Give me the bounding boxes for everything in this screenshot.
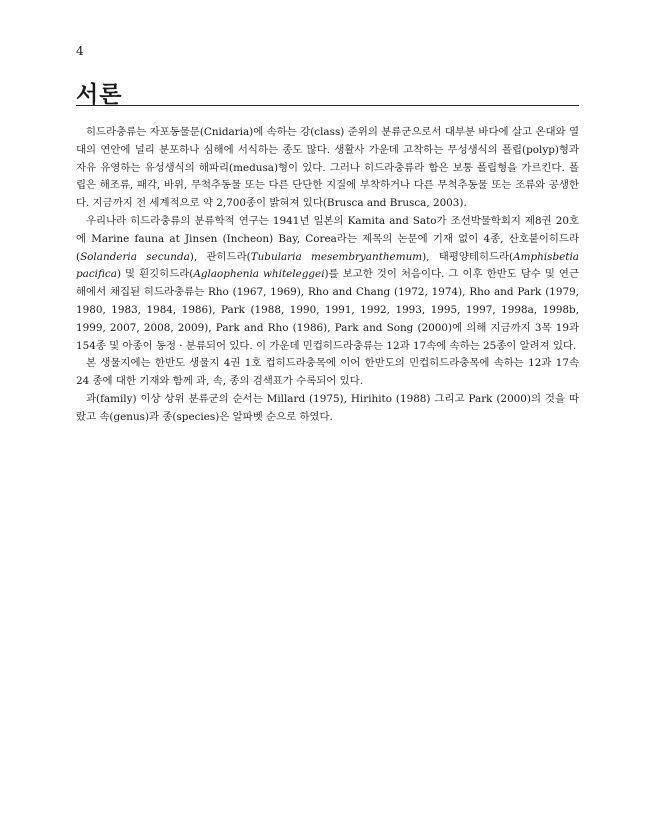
- species-name-aglaophenia: Aglaophenia whiteleggei: [193, 268, 325, 281]
- paragraph-3-text: 본 생물지에는 한반도 생물지 4권 1호 컵히드라충목에 이어 한반도의 민컵히드라충목에 속하는 12과 17속 24 종에 대한 기재와 함께 과, 속, 종의 검색표가 수록되어 있다.: [76, 357, 579, 388]
- body-text: [76, 124, 579, 427]
- paragraph-1-text: 히드라충류는 자포동물문(Cnidaria)에 속하는 강(class) 준위의 분류군으로서 대부분 바다에 살고 온대와 열대의 연안에 널리 분포하나 심해에 서식하는 종도 많다. 생활사 가운데 고착하는 무성생식의 폴립(polyp)형과 자유 유영하는 유성생식의 해파리(medusa)형이 있다. 그러나 히드라충류라 함은 보통 폴립형을 가르킨다. 폴립은 해조류, 패각, 바위, 무척추동물 또는 다른 단단한 지질에 부착하거나 다른 무척추동물 또는 조류와 공생한다. 지금까지 전 세계적으로 약 2,700종이 밝혀져 있다(Brusca and Brusca, 2003).: [76, 126, 579, 210]
- species-name-amphisbetia: Amphisbetia pacifica: [76, 250, 579, 281]
- title-divider: [76, 105, 579, 106]
- species-name-solanderia: Solanderia secunda: [80, 250, 190, 263]
- paragraph-2: [76, 213, 579, 355]
- paragraph-2-text-e: )를 보고한 것이 처음이다. 그 이후 한반도 담수 및 연근해에서 채집된 히드라충류는 Rho (1967, 1969), Rho and Chang (1972, 1974), Rho and Park (1979, 1980, 1983, 1984, 1986), Park (1988, 1990, 1991, 1992, 1993, 1995, 1997, 1998a, 1998b, 1999, 2007, 2008, 2009), Park and Rho (1986), Park and Song (2000)에 의해 지금까지 3목 19과 154종 및 아종이 동정 · 분류되어 있다. 이 가운데 민컵히드라충류는 12과 17속에 속하는 25종이 알려져 있다.: [76, 268, 580, 352]
- paragraph-2-text-c: ), 태평양테히드라(: [422, 250, 514, 263]
- paragraph-4-text: 과(family) 이상 상위 분류군의 순서는 Millard (1975), Hirihito (1988) 그리고 Park (2000)의 것을 따랐고 속(genus)과 종(species)은 알파벳 순으로 하였다.: [76, 392, 579, 423]
- paragraph-2-text-d: ) 및 흰깃히드라(: [116, 268, 194, 281]
- paragraph-4: [76, 391, 579, 427]
- chapter-title: 서론: [76, 81, 123, 108]
- page-number: 4: [76, 44, 84, 58]
- paragraph-2-text-b: ), 관히드라(: [189, 250, 251, 263]
- paragraph-2-text-a: 우리나라 히드라충류의 분류학적 연구는 1941년 일본의 Kamita and Sato가 조선박물학회지 제8권 20호에 Marine fauna at Jinsen (Incheon) Bay, Corea라는 제목의 논문에 기재 없이 4종, 산호붙이히드라(: [76, 214, 579, 263]
- species-name-tubularia: Tubularia mesembryanthemum: [250, 250, 423, 263]
- paragraph-1: [76, 124, 579, 213]
- paragraph-3: [76, 355, 579, 391]
